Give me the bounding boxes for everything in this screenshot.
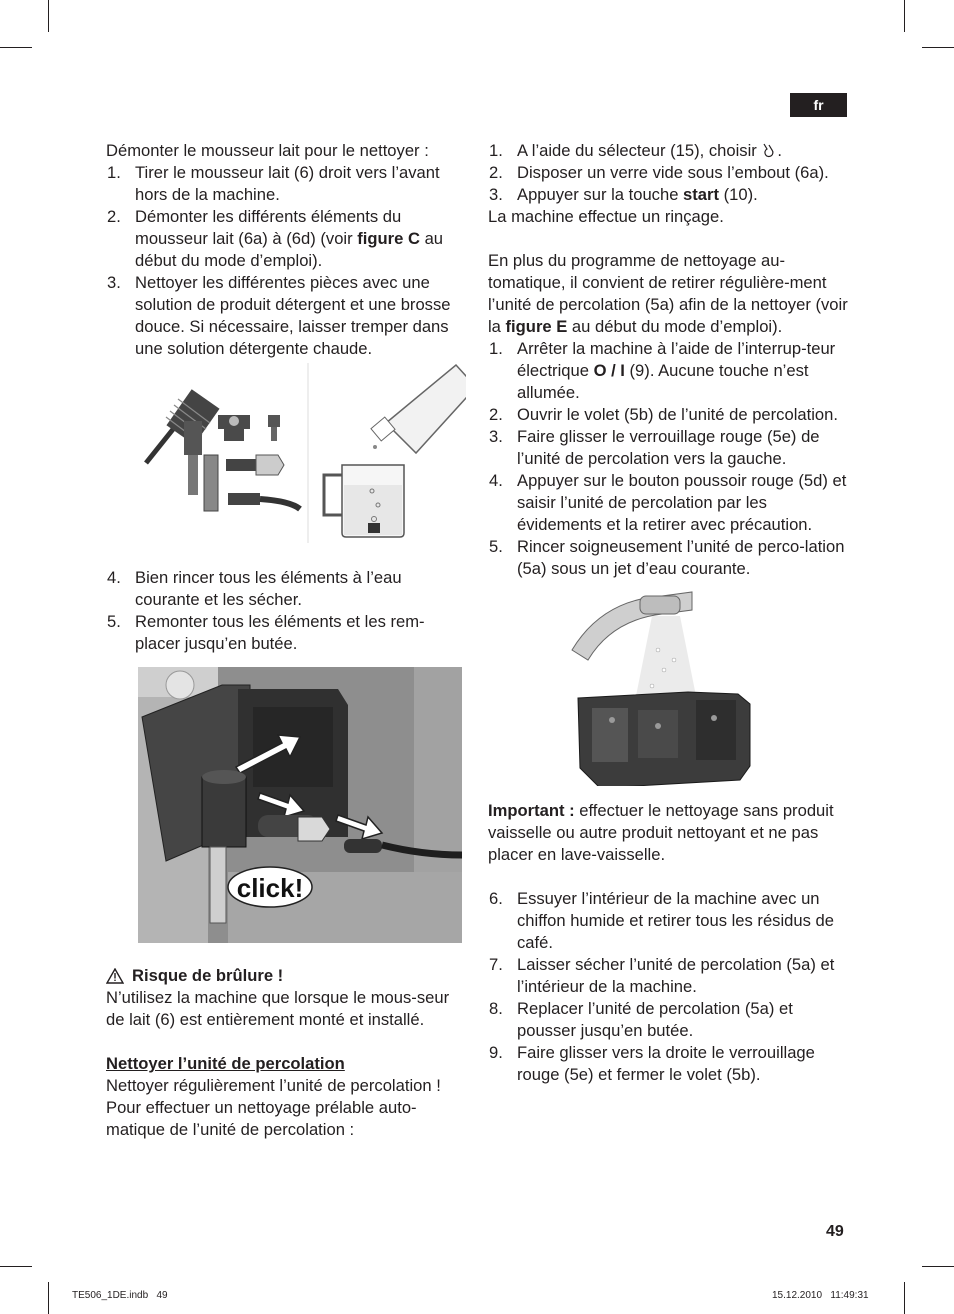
steps-list-right-c <box>488 888 850 1086</box>
list-item: 7. Laisser sécher l’unité de percolation (5a) et l’intérieur de la machine. <box>489 955 835 996</box>
list-item: 5. Rincer soigneusement l’unité de perco-lation (5a) sous un jet d’eau courante. <box>489 537 845 578</box>
cleaning-paragraph: En plus du programme de nettoyage au-tomatique, il convient de retirer régulière-ment l’unité de percolation (5a) afin de la nettoyer (voir la figure E au début du mode d’emploi). <box>488 251 848 336</box>
section-paragraph-2: Pour effectuer un nettoyage prélable auto-matique de l’unité de percolation : <box>106 1098 417 1139</box>
list-item: 3. Nettoyer les différentes pièces avec une solution de produit détergent et une brosse douce. Si nécessaire, laisser tremper dans une solution détergente chaude. <box>107 273 451 358</box>
milk-frother-parts-figure <box>106 363 466 559</box>
warning-title-line <box>106 965 466 987</box>
language-tab: fr <box>790 93 847 117</box>
steps-list-b <box>106 567 466 655</box>
list-item: 1. Arrêter la machine à l’aide de l’interrup-teur électrique O / I (9). Aucune touche n’est allumée. <box>489 339 836 402</box>
footer-filename: TE506_1DE.indb 49 <box>72 1290 168 1301</box>
footer-timestamp: 15.12.2010 11:49:31 <box>772 1290 869 1301</box>
steps-list-right-b <box>488 338 850 580</box>
list-item: 4. Bien rincer tous les éléments à l’eau courante et les sécher. <box>107 568 402 609</box>
section-paragraph-1: Nettoyer régulièrement l’unité de percolation ! <box>106 1076 441 1095</box>
page-number: 49 <box>826 1223 844 1240</box>
frother-parts <box>184 415 300 511</box>
list-item: 2. Démonter les différents éléments du mousseur lait (6a) à (6d) (voir figure C au début du mode d’emploi). <box>107 207 444 270</box>
steps-list-a <box>106 162 466 360</box>
frother-reassembly-figure <box>138 667 462 943</box>
crop-mark <box>904 1282 905 1314</box>
crop-mark <box>48 0 49 32</box>
detergent-bottle-illustration <box>371 365 466 453</box>
crop-mark <box>48 1282 49 1314</box>
list-item: 4. Appuyer sur le bouton poussoir rouge (5d) et saisir l’unité de percolation par les évidements et la retirer avec précaution. <box>489 471 847 534</box>
list-item: 1. Tirer le mousseur lait (6) droit vers l’avant hors de la machine. <box>107 163 440 204</box>
left-column <box>106 140 466 1141</box>
warning-icon <box>106 968 124 984</box>
section-heading: Nettoyer l’unité de percolation <box>106 1054 345 1073</box>
crop-mark <box>922 47 954 48</box>
warning-text: N’utilisez la machine que lorsque le mous-seur de lait (6) est entièrement monté et installé. <box>106 988 450 1029</box>
list-item: 8. Replacer l’unité de percolation (5a) et pousser jusqu’en butée. <box>489 999 793 1040</box>
right-column <box>488 140 850 1086</box>
list-item: 2. Ouvrir le volet (5b) de l’unité de percolation. <box>489 405 838 424</box>
important-note: Important : effectuer le nettoyage sans produit vaisselle ou autre produit nettoyant et ne pas placer en lave-vaisselle. <box>488 801 834 864</box>
warning-title: Risque de brûlure ! <box>132 966 284 985</box>
intro-text: Démonter le mousseur lait pour le nettoyer : <box>106 141 429 160</box>
crop-mark <box>0 1266 32 1267</box>
beaker-illustration <box>324 465 404 537</box>
list-item: 3. Appuyer sur la touche start (10). <box>489 185 758 204</box>
list-item: 5. Remonter tous les éléments et les rem-placer jusqu’en butée. <box>107 612 425 653</box>
cleaning-icon <box>761 142 777 158</box>
list-item: 3. Faire glisser le verrouillage rouge (5e) de l’unité de percolation vers la gauche. <box>489 427 820 468</box>
brewing-unit-rinse-figure <box>568 590 768 786</box>
steps-list-right-a <box>488 140 850 206</box>
list-item: 2. Disposer un verre vide sous l’embout (6a). <box>489 163 829 182</box>
click-label: click! <box>236 873 304 903</box>
crop-mark <box>0 47 32 48</box>
brush-illustration <box>146 389 220 463</box>
crop-mark <box>922 1266 954 1267</box>
list-item: 1. A l’aide du sélecteur (15), choisir . <box>489 141 783 160</box>
list-item: 9. Faire glisser vers la droite le verrouillage rouge (5e) et fermer le volet (5b). <box>489 1043 815 1084</box>
rinse-text: La machine effectue un rinçage. <box>488 207 724 226</box>
crop-mark <box>904 0 905 32</box>
list-item: 6. Essuyer l’intérieur de la machine avec un chiffon humide et retirer tous les résidus de café. <box>489 889 834 952</box>
